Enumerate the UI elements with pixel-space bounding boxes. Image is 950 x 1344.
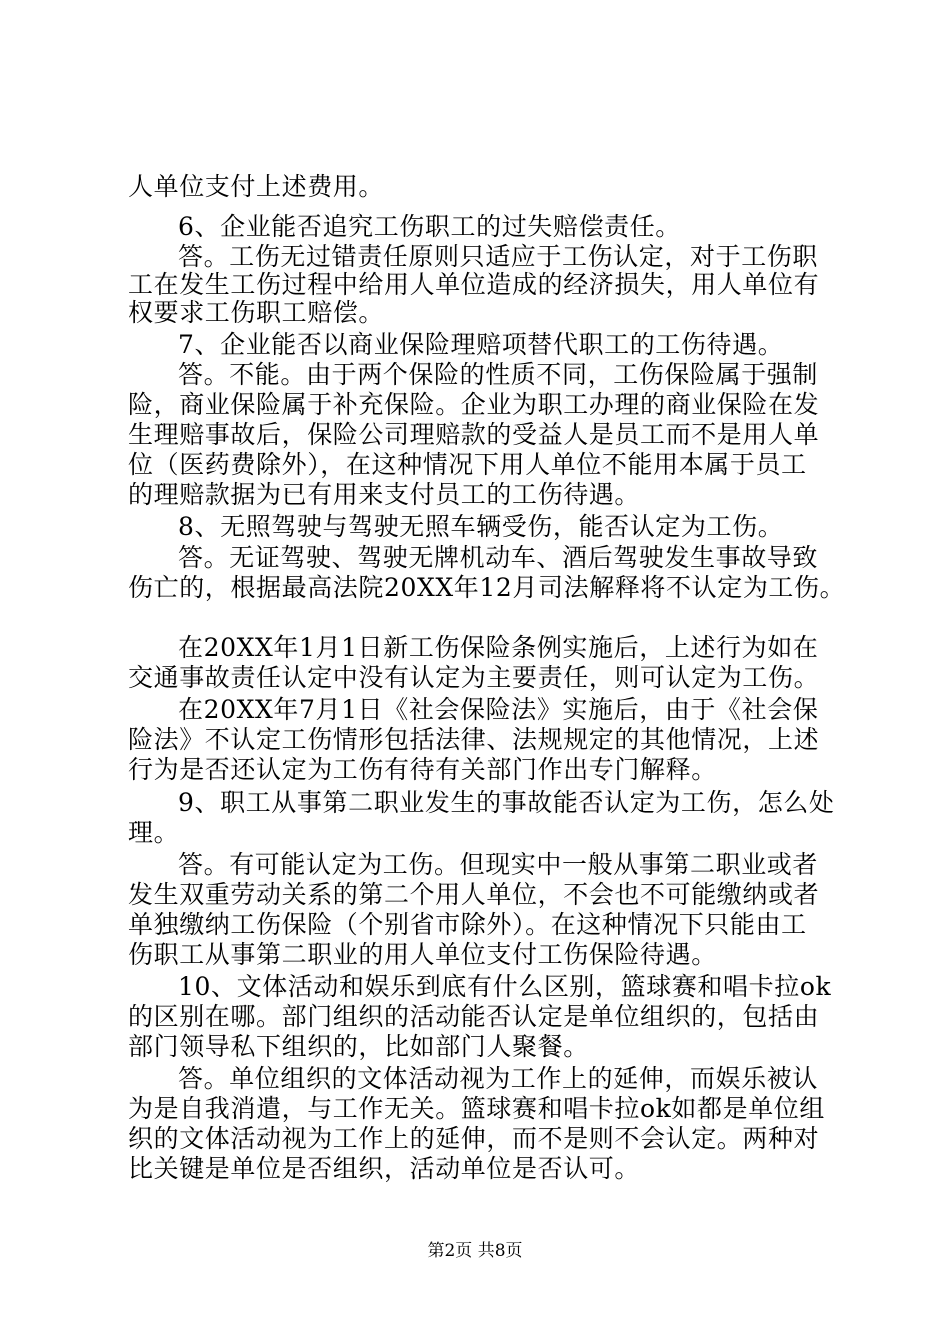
paragraph-line: 在20XX年7月1日《社会保险法》实施后，由于《社会保	[178, 695, 819, 724]
question-line: 7、企业能否以商业保险理赔项替代职工的工伤待遇。	[178, 330, 784, 359]
paragraph-line: 的区别在哪。部门组织的活动能否认定是单位组织的，包括由	[128, 1002, 820, 1031]
paragraph-line: 比关键是单位是否组织，活动单位是否认可。	[128, 1154, 641, 1183]
paragraph-line: 在20XX年1月1日新工伤保险条例实施后，上述行为如在	[178, 633, 819, 662]
paragraph-line: 伤职工从事第二职业的用人单位支付工伤保险待遇。	[128, 940, 717, 969]
paragraph-line: 人单位支付上述费用。	[128, 172, 385, 201]
question-line: 6、企业能否追究工伤职工的过失赔偿责任。	[178, 212, 681, 241]
paragraph-line: 为是自我消遣，与工作无关。篮球赛和唱卡拉ok如都是单位组	[128, 1094, 826, 1123]
paragraph-line: 理。	[128, 818, 180, 847]
answer-line: 答。工伤无过错责任原则只适应于工伤认定，对于工伤职	[178, 242, 819, 271]
paragraph-line: 险法》不认定工伤情形包括法律、法规规定的其他情况，上述	[128, 725, 820, 754]
paragraph-line: 行为是否还认定为工伤有待有关部门作出专门解释。	[128, 755, 717, 784]
paragraph-line: 伤亡的，根据最高法院20XX年12月司法解释将不认定为工伤。	[128, 573, 846, 602]
paragraph-line: 权要求工伤职工赔偿。	[128, 298, 385, 327]
answer-line: 答。不能。由于两个保险的性质不同，工伤保险属于强制	[178, 360, 819, 389]
paragraph-line: 的理赔款据为已有用来支付员工的工伤待遇。	[128, 480, 641, 509]
paragraph-line: 交通事故责任认定中没有认定为主要责任，则可认定为工伤。	[128, 663, 820, 692]
question-line: 8、无照驾驶与驾驶无照车辆受伤，能否认定为工伤。	[178, 512, 784, 541]
question-line: 9、职工从事第二职业发生的事故能否认定为工伤，怎么处	[178, 788, 835, 817]
paragraph-line: 织的文体活动视为工作上的延伸，而不是则不会认定。两种对	[128, 1124, 820, 1153]
paragraph-line: 部门领导私下组织的，比如部门人聚餐。	[128, 1032, 589, 1061]
paragraph-line: 生理赔事故后，保险公司理赔款的受益人是员工而不是用人单	[128, 420, 820, 449]
paragraph-line: 单独缴纳工伤保险（个别省市除外）。在这种情况下只能由工	[128, 910, 807, 939]
paragraph-line: 工在发生工伤过程中给用人单位造成的经济损失，用人单位有	[128, 270, 820, 299]
answer-line: 答。有可能认定为工伤。但现实中一般从事第二职业或者	[178, 850, 819, 879]
page-number-footer: 第2页 共8页	[427, 1241, 523, 1261]
paragraph-line: 发生双重劳动关系的第二个用人单位，不会也不可能缴纳或者	[128, 880, 820, 909]
question-line: 10、文体活动和娱乐到底有什么区别，篮球赛和唱卡拉ok	[178, 972, 832, 1001]
answer-line: 答。无证驾驶、驾驶无牌机动车、酒后驾驶发生事故导致	[178, 543, 819, 572]
answer-line: 答。单位组织的文体活动视为工作上的延伸，而娱乐被认	[178, 1064, 819, 1093]
paragraph-line: 位（医药费除外），在这种情况下用人单位不能用本属于员工	[128, 450, 807, 479]
paragraph-line: 险，商业保险属于补充保险。企业为职工办理的商业保险在发	[128, 390, 820, 419]
